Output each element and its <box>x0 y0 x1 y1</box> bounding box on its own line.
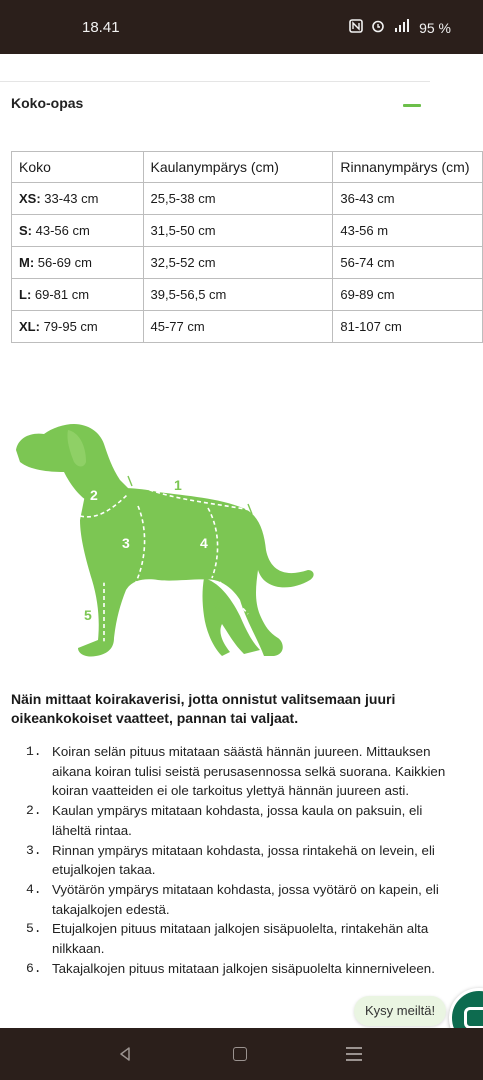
size-cell <box>12 215 144 247</box>
step-text: Koiran selän pituus mitataan säästä hännän juureen. Mittauksen aikana koiran tulisi seistä perusasennossa selkä suorana. Kaikkien koiran vaatteiden ei ole tarkoitus ylettyä hännän juureen asti. <box>52 744 446 799</box>
measure-label-5: 5 <box>84 607 92 623</box>
size-range: 69-81 cm <box>31 287 90 302</box>
chest-cell: 81-107 cm <box>333 311 483 343</box>
size-range: 56-69 cm <box>34 255 92 270</box>
divider <box>0 81 430 82</box>
battery-level: 95 % <box>419 19 451 36</box>
nfc-icon <box>349 19 363 36</box>
chest-cell: 43-56 m <box>333 215 483 247</box>
size-code: XS: <box>19 191 41 206</box>
size-table <box>11 151 483 343</box>
instructions-heading: Näin mittaat koirakaverisi, jotta onnistut valitsemaan juuri oikeankokoiset vaatteet, pannan tai valjaat. <box>11 691 396 726</box>
table-row <box>12 183 483 215</box>
instructions-list <box>26 742 446 978</box>
size-range: 33-43 cm <box>40 191 99 206</box>
neck-cell: 31,5-50 cm <box>143 215 333 247</box>
list-item <box>26 841 446 880</box>
step-number: 6. <box>26 960 42 976</box>
measure-label-4: 4 <box>200 535 208 551</box>
list-item <box>26 880 446 919</box>
size-cell <box>12 279 144 311</box>
alarm-icon <box>371 19 385 36</box>
system-navigation-bar <box>0 1028 483 1080</box>
size-code: L: <box>19 287 32 302</box>
list-item <box>26 959 446 979</box>
step-number: 4. <box>26 881 42 897</box>
table-row <box>12 215 483 247</box>
list-item <box>26 801 446 840</box>
column-header-size: Koko <box>12 152 144 183</box>
size-cell <box>12 247 144 279</box>
size-code: XL: <box>19 319 40 334</box>
neck-cell: 25,5-38 cm <box>143 183 333 215</box>
step-number: 1. <box>26 744 42 759</box>
step-text: Etujalkojen pituus mitataan jalkojen sisäpuolelta, rintakehän alta nilkkaan. <box>52 921 429 957</box>
status-bar <box>0 0 483 54</box>
size-code: S: <box>19 223 32 238</box>
table-header-row <box>12 152 483 183</box>
size-range: 43-56 cm <box>32 223 90 238</box>
size-guide-header[interactable] <box>11 95 421 115</box>
step-text: Kaulan ympärys mitataan kohdasta, jossa kaula on paksuin, eli läheltä rintaa. <box>52 803 423 838</box>
recent-apps-icon[interactable] <box>346 1047 362 1061</box>
collapse-minus-icon[interactable] <box>403 104 421 107</box>
chat-prompt-bubble[interactable]: Kysy meiltä! <box>354 996 446 1026</box>
size-code: M: <box>19 255 35 270</box>
size-guide-title: Koko-opas <box>11 95 84 111</box>
table-row <box>12 279 483 311</box>
signal-5g-icon <box>393 19 411 36</box>
measure-label-6: 6 <box>214 596 222 612</box>
table-row <box>12 247 483 279</box>
step-text: Takajalkojen pituus mitataan jalkojen sisäpuolelta kinnerniveleen. <box>52 960 435 976</box>
home-icon[interactable] <box>233 1047 247 1061</box>
measure-label-1: 1 <box>174 477 182 493</box>
step-text: Rinnan ympärys mitataan kohdasta, jossa rintakehä on levein, eli etujalkojen takaa. <box>52 842 435 878</box>
size-cell <box>12 311 144 343</box>
back-icon[interactable] <box>117 1046 133 1062</box>
measure-tick <box>128 476 132 486</box>
neck-cell: 39,5-56,5 cm <box>143 279 333 311</box>
column-header-neck: Kaulanympärys (cm) <box>143 152 333 183</box>
chest-cell: 69-89 cm <box>333 279 483 311</box>
list-item <box>26 919 446 958</box>
size-table-container[interactable] <box>0 140 483 350</box>
neck-cell: 32,5-52 cm <box>143 247 333 279</box>
chest-cell: 36-43 cm <box>333 183 483 215</box>
dog-body-shape <box>78 488 314 657</box>
column-header-chest: Rinnanympärys (cm) <box>333 152 483 183</box>
dog-measurement-illustration <box>8 410 328 670</box>
chest-cell: 56-74 cm <box>333 247 483 279</box>
measure-label-3: 3 <box>122 535 130 551</box>
status-time: 18.41 <box>82 19 120 36</box>
size-cell <box>12 183 144 215</box>
neck-cell: 45-77 cm <box>143 311 333 343</box>
size-range: 79-95 cm <box>39 319 98 334</box>
step-number: 2. <box>26 803 42 819</box>
list-item <box>26 742 446 801</box>
step-text: Vyötärön ympärys mitataan kohdasta, jossa vyötärö on kapein, eli takajalkojen edestä. <box>52 881 439 917</box>
status-icons <box>349 19 451 36</box>
measure-label-2: 2 <box>90 487 98 503</box>
step-number: 3. <box>26 842 42 858</box>
step-number: 5. <box>26 921 42 937</box>
chat-icon <box>464 1007 483 1029</box>
table-row <box>12 311 483 343</box>
